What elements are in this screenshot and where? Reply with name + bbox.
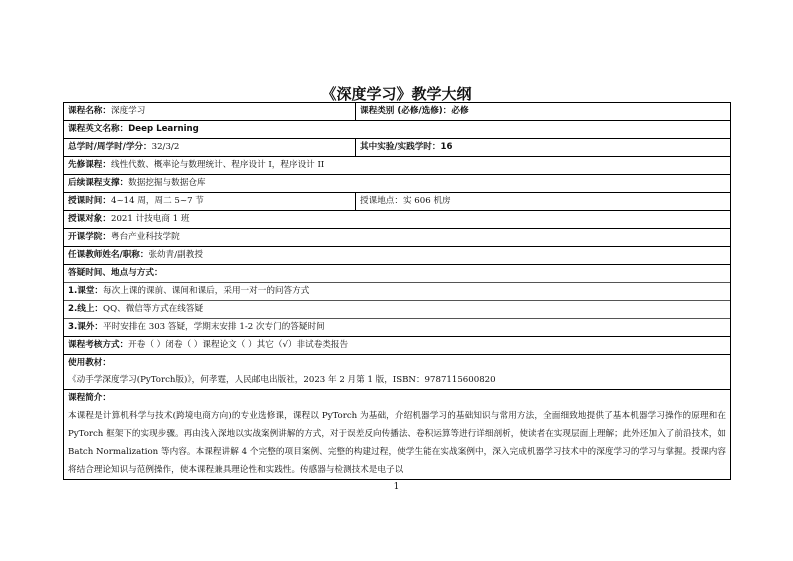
course-name: 深度学习 [110, 106, 146, 116]
target: 2021 计技电商 1 班 [110, 214, 190, 224]
label: 总学时/周学时/学分： [68, 142, 152, 152]
teacher: 张幼青/副教授 [148, 250, 203, 260]
row-teacher [64, 246, 730, 264]
qa-item [64, 300, 730, 318]
label: 2.线上： [68, 304, 104, 314]
college: 粤台产业科技学院 [110, 232, 180, 242]
row-target [64, 210, 730, 228]
textbook: 《动手学深度学习(PyTorch版)》，何孝霆，人民邮电出版社，2023 年 2 月第 1 版，ISBN：9787115600820 [68, 375, 496, 385]
qa-value: QQ、微信等方式在线答疑 [103, 304, 204, 314]
row-prereq [64, 156, 730, 174]
label: 授课对象： [68, 214, 111, 224]
label: 授课地点： [360, 196, 403, 206]
qa-label: 答疑时间、地点与方式： [68, 268, 163, 278]
follow-courses: 数据挖掘与数据仓库 [128, 178, 206, 188]
label: 先修课程： [68, 160, 111, 170]
row-college [64, 228, 730, 246]
syllabus-table [63, 102, 731, 480]
label: 后续课程支撑： [68, 178, 129, 188]
label: 课程英文名称： [68, 124, 129, 134]
qa-value: 每次上课的课前、课间和课后，采用一对一的问答方式 [103, 286, 310, 296]
qa-value: 平时安排在 303 答疑，学期末安排 1-2 次专门的答疑时间 [103, 322, 325, 332]
label: 课程简介： [68, 393, 111, 403]
class-time: 4~14 周，周二 5~7 节 [110, 196, 204, 206]
qa-item [64, 282, 730, 300]
row-qa-heading [64, 264, 730, 282]
label: 授课时间： [68, 196, 111, 206]
label: 1.课堂： [68, 286, 104, 296]
lab-hours: 16 [440, 142, 453, 152]
row-time-place [64, 192, 730, 210]
row-follow [64, 174, 730, 192]
label: 课程类别 (必修/选修)： [360, 106, 452, 116]
label: 使用教材： [68, 358, 111, 368]
row-intro [64, 389, 730, 479]
hours: 32/3/2 [151, 142, 180, 152]
course-category: 必修 [451, 106, 469, 116]
prereq: 线性代数、概率论与数理统计、程序设计 I，程序设计 II [110, 160, 325, 170]
row-textbook [64, 354, 730, 389]
label: 3.课外： [68, 322, 104, 332]
class-place: 实 606 机房 [402, 196, 451, 206]
qa-item [64, 318, 730, 336]
row-course-name [64, 103, 730, 120]
label: 任课教师姓名/职称： [68, 250, 149, 260]
label: 其中实验/实践学时： [360, 142, 441, 152]
exam-method: 开卷（ ）闭卷（ ）课程论文（ ）其它（√）非试卷类报告 [128, 340, 349, 350]
label: 课程名称： [68, 106, 111, 116]
label: 课程考核方式： [68, 340, 129, 350]
english-name: Deep Learning [128, 124, 199, 134]
row-english-name [64, 120, 730, 138]
course-intro: 本课程是计算机科学与技术(跨境电商方向)的专业选修课，课程以 PyTorch 为基础，介绍机器学习的基础知识与常用方法，全面细致地提供了基本机器学习操作的原理和在 PyTorch 框架下的实现步骤。再由浅入深地以实战案例讲解的方式，对于误差反向传播法、卷积运算等进行详细剖析，使读者在实现层面上理解；此外还加入了前沿技术，如 Batch Normalization 等内容。本课程讲解 4 个完整的项目案例、完整的构建过程，使学生能在实战案例中，深入完成机器学习技术中的深度学习的学习与掌握。授课内容将结合理论知识与范例操作，使本课程兼具理论性和实践性。传感器与检测技术是电子以 [68, 411, 726, 475]
row-hours [64, 138, 730, 156]
row-exam [64, 336, 730, 354]
page-number: 1 [393, 482, 400, 492]
document-title: 《深度学习》教学大纲 [321, 85, 472, 103]
label: 开课学院： [68, 232, 111, 242]
